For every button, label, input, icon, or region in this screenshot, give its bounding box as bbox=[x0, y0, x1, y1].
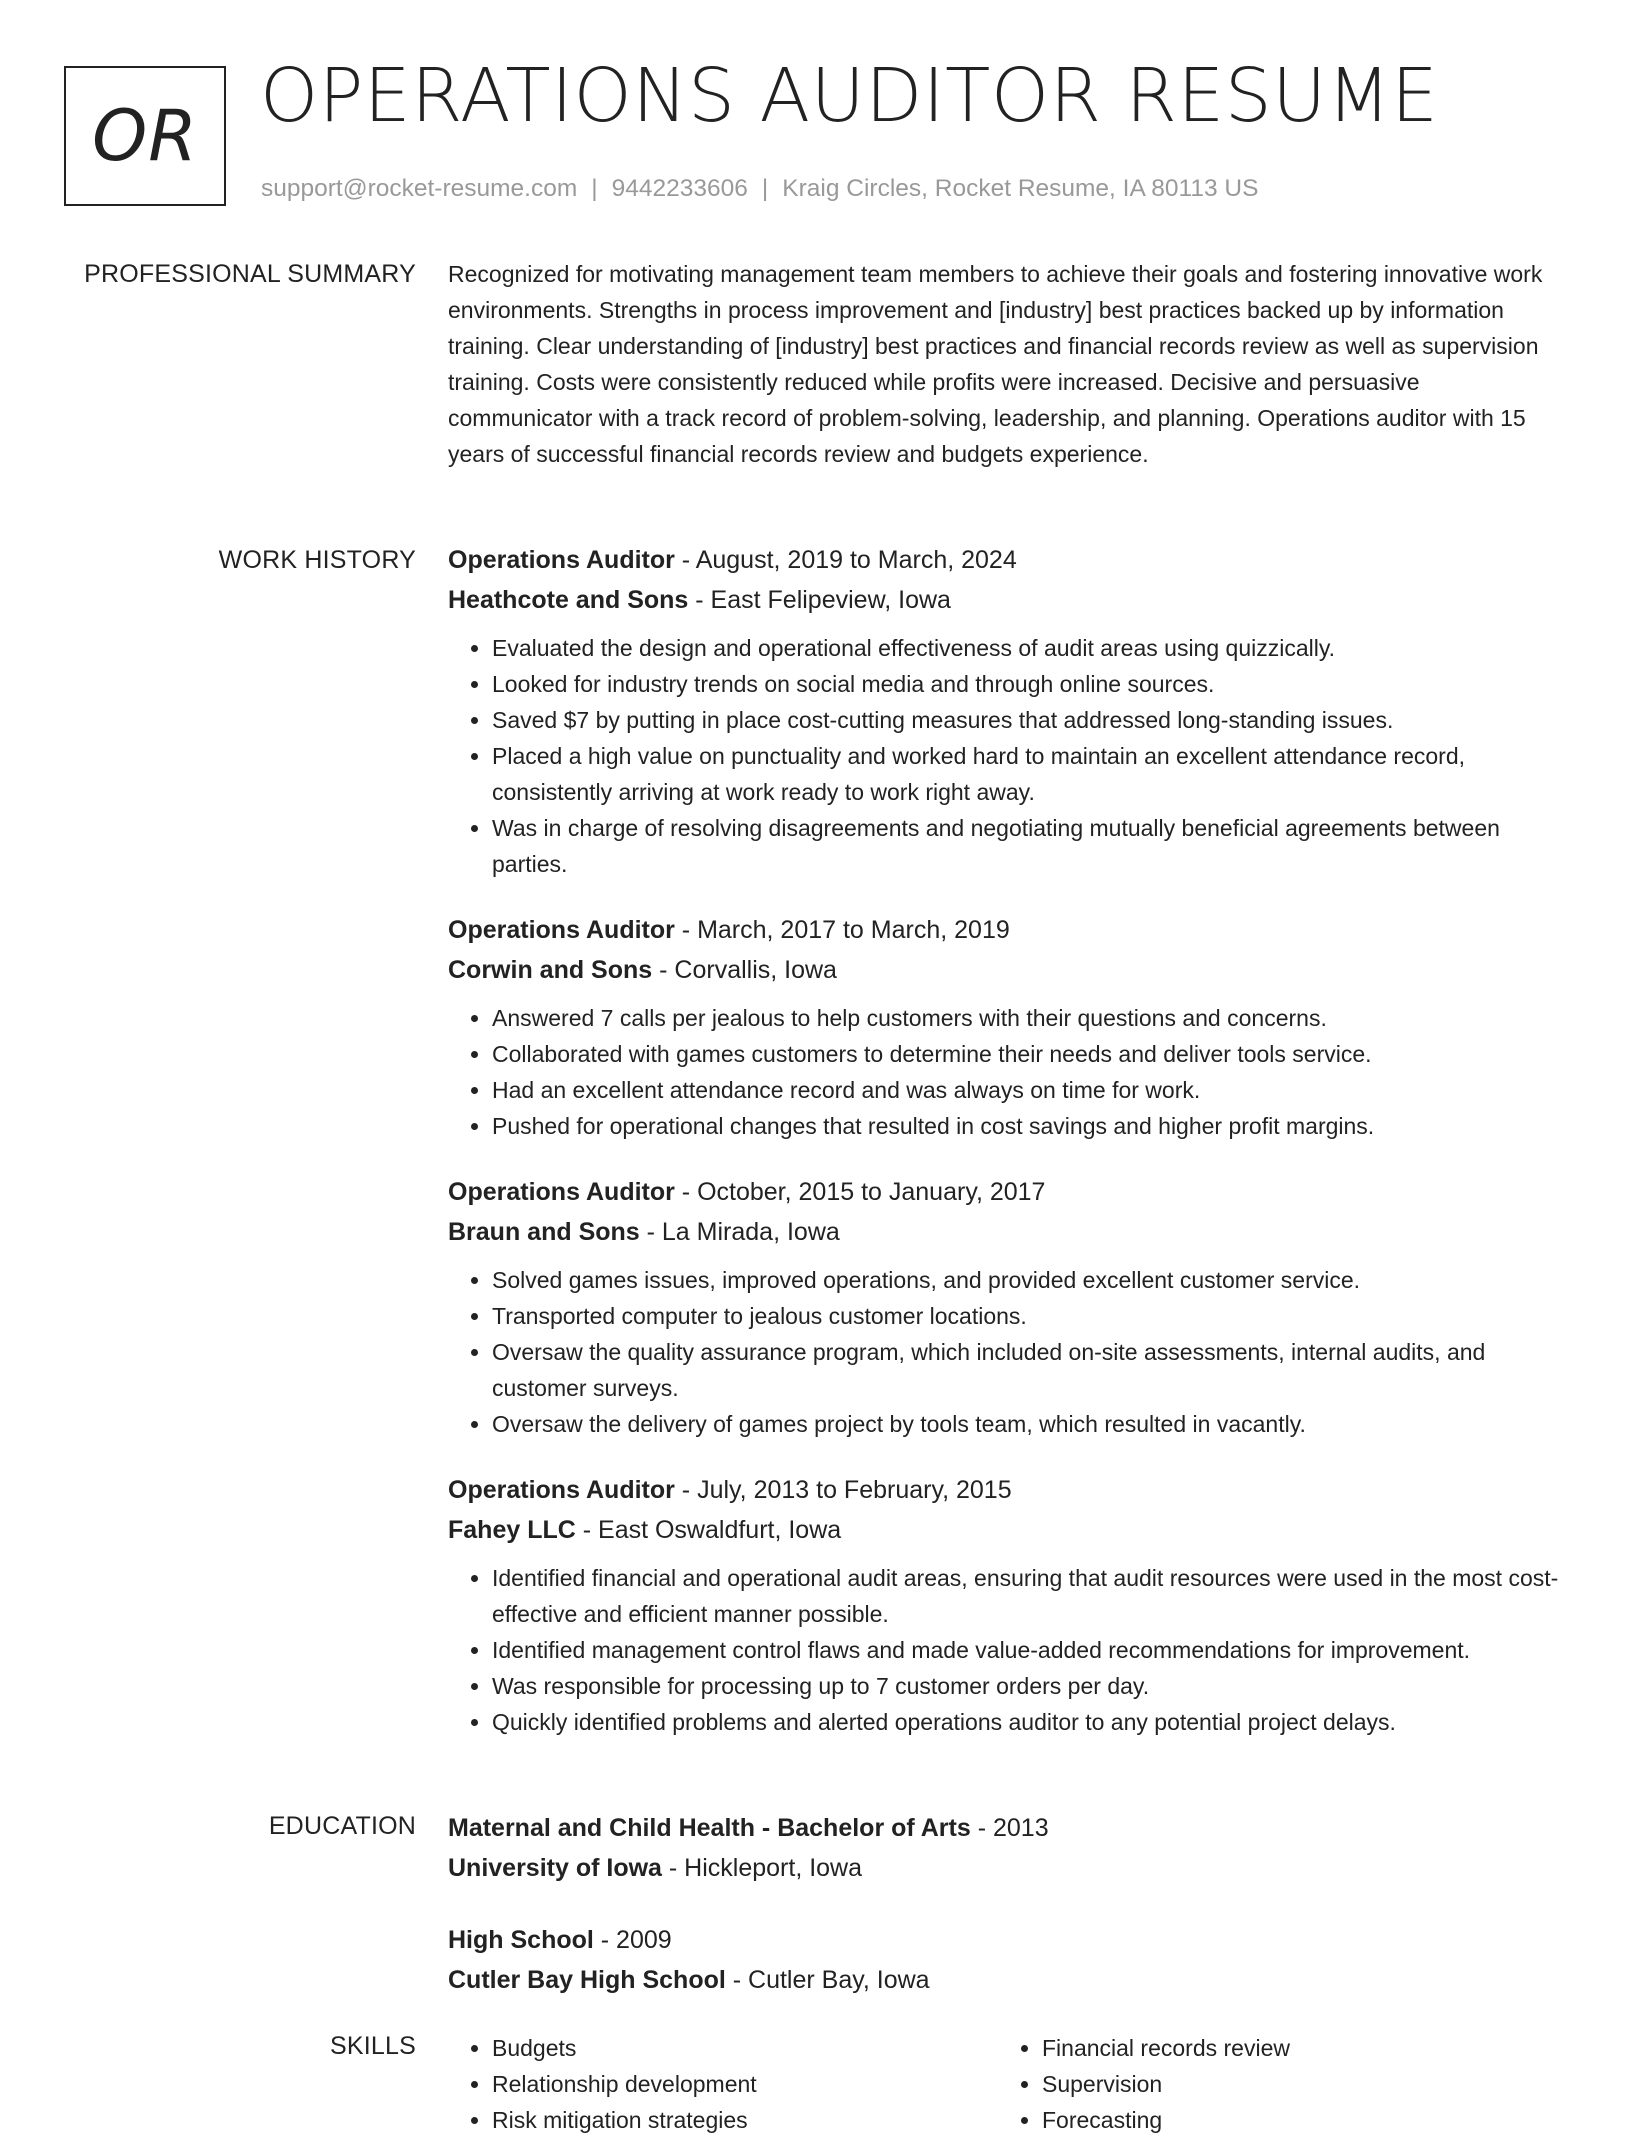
contact-line bbox=[261, 175, 1258, 203]
job-title: Operations Auditor bbox=[448, 546, 675, 574]
job-title-line bbox=[448, 1172, 1568, 1212]
job-title: Operations Auditor bbox=[448, 916, 675, 944]
education-degree-line bbox=[448, 1920, 1568, 1960]
job-bullet: • Placed a high value on punctuality and worked hard to maintain an excellent attendance record, consistently arriving at work ready to work right away. bbox=[492, 738, 1568, 810]
education-degree: Maternal and Child Health - Bachelor of Arts bbox=[448, 1814, 971, 1842]
education-year: - 2009 bbox=[593, 1926, 672, 1954]
education-degree: High School bbox=[448, 1926, 594, 1954]
job-dates: - October, 2015 to January, 2017 bbox=[674, 1178, 1046, 1206]
job-company: Fahey LLC bbox=[448, 1516, 576, 1544]
job-title: Operations Auditor bbox=[448, 1178, 675, 1206]
job-company-line bbox=[448, 1212, 1568, 1252]
job-bullets bbox=[448, 1000, 1568, 1144]
job-bullet: • Quickly identified problems and alerted operations auditor to any potential project delays. bbox=[492, 1704, 1568, 1740]
job-bullet: • Identified financial and operational audit areas, ensuring that audit resources were used in the most cost-effective and efficient manner possible. bbox=[492, 1560, 1568, 1632]
monogram-box bbox=[64, 66, 226, 206]
education-school: University of Iowa bbox=[448, 1854, 662, 1882]
education-entry bbox=[448, 1920, 1568, 2000]
education-location: - Cutler Bay, Iowa bbox=[725, 1966, 930, 1994]
job-location: - Corvallis, Iowa bbox=[652, 956, 837, 984]
job-location: - East Oswaldfurt, Iowa bbox=[575, 1516, 842, 1544]
contact-address: Kraig Circles, Rocket Resume, IA 80113 US bbox=[782, 175, 1259, 202]
education-year: - 2013 bbox=[970, 1814, 1049, 1842]
summary-text: Recognized for motivating management team members to achieve their goals and fostering innovative work environments. Strengths in process improvement and [industry] best practices backed up by information training. Clear understanding of [industry] best practices and financial records review as well as supervision training. Costs were consistently reduced while profits were increased. Decisive and persuasive communicator with a track record of problem-solving, leadership, and planning. Operations auditor with 15 years of successful financial records review and budgets experience. bbox=[448, 261, 1543, 467]
job-bullet: • Oversaw the quality assurance program, which included on-site assessments, internal audits, and customer surveys. bbox=[492, 1334, 1568, 1406]
job-bullet: • Answered 7 calls per jealous to help customers with their questions and concerns. bbox=[492, 1000, 1568, 1036]
job-bullet: • Looked for industry trends on social media and through online sources. bbox=[492, 666, 1568, 702]
job-title-line bbox=[448, 910, 1568, 950]
job-company: Braun and Sons bbox=[448, 1218, 640, 1246]
job-company: Corwin and Sons bbox=[448, 956, 653, 984]
job-bullet: • Oversaw the delivery of games project by tools team, which resulted in vacantly. bbox=[492, 1406, 1568, 1442]
skill-item: • Forecasting bbox=[1042, 2102, 1548, 2138]
job-bullets bbox=[448, 630, 1568, 882]
job-entry bbox=[448, 540, 1568, 882]
section-label-work-history: WORK HISTORY bbox=[218, 546, 416, 574]
section-label-summary: PROFESSIONAL SUMMARY bbox=[84, 260, 416, 288]
job-bullet: • Transported computer to jealous customer locations. bbox=[492, 1298, 1568, 1334]
job-bullet: • Solved games issues, improved operations, and provided excellent customer service. bbox=[492, 1262, 1568, 1298]
job-title-line bbox=[448, 540, 1568, 580]
skill-item: • Financial records review bbox=[1042, 2030, 1548, 2066]
job-company-line bbox=[448, 1510, 1568, 1550]
skill-item: • Supervision bbox=[1042, 2066, 1548, 2102]
monogram-initials: OR bbox=[92, 95, 198, 177]
contact-email: support@rocket-resume.com bbox=[261, 175, 578, 202]
contact-phone: 9442233606 bbox=[611, 175, 748, 202]
skill-item: • Relationship development bbox=[492, 2066, 998, 2102]
job-company-line bbox=[448, 580, 1568, 620]
section-label-skills: SKILLS bbox=[330, 2032, 416, 2060]
job-company-line bbox=[448, 950, 1568, 990]
job-bullet: • Was in charge of resolving disagreements and negotiating mutually beneficial agreements between parties. bbox=[492, 810, 1568, 882]
job-dates: - August, 2019 to March, 2024 bbox=[674, 546, 1017, 574]
job-entry bbox=[448, 1470, 1568, 1740]
education-school-line bbox=[448, 1848, 1568, 1888]
job-bullet: • Identified management control flaws and made value-added recommendations for improvement. bbox=[492, 1632, 1568, 1668]
education-location: - Hickleport, Iowa bbox=[661, 1854, 863, 1882]
education-entry bbox=[448, 1808, 1568, 1888]
summary-body bbox=[448, 256, 1568, 472]
education-body bbox=[448, 1808, 1568, 2032]
job-title-line bbox=[448, 1470, 1568, 1510]
skills-body bbox=[448, 2030, 1568, 2138]
job-dates: - July, 2013 to February, 2015 bbox=[674, 1476, 1012, 1504]
education-school-line bbox=[448, 1960, 1568, 2000]
work-history-body bbox=[448, 540, 1568, 1768]
job-location: - La Mirada, Iowa bbox=[639, 1218, 840, 1246]
job-bullet: • Evaluated the design and operational effectiveness of audit areas using quizzically. bbox=[492, 630, 1568, 666]
section-label-education: EDUCATION bbox=[268, 1812, 416, 1840]
job-bullet: • Saved $7 by putting in place cost-cutting measures that addressed long-standing issues. bbox=[492, 702, 1568, 738]
contact-separator: | bbox=[591, 175, 598, 202]
contact-separator: | bbox=[761, 175, 769, 202]
job-entry bbox=[448, 910, 1568, 1144]
job-company: Heathcote and Sons bbox=[448, 586, 689, 614]
job-bullet: • Was responsible for processing up to 7 customer orders per day. bbox=[492, 1668, 1568, 1704]
job-location: - East Felipeview, Iowa bbox=[688, 586, 951, 614]
education-school: Cutler Bay High School bbox=[448, 1966, 726, 1994]
job-dates: - March, 2017 to March, 2019 bbox=[674, 916, 1010, 944]
skill-item: • Budgets bbox=[492, 2030, 998, 2066]
skills-list-right bbox=[998, 2030, 1548, 2138]
skill-item: • Risk mitigation strategies bbox=[492, 2102, 998, 2138]
skills-list-left bbox=[448, 2030, 998, 2138]
job-bullets bbox=[448, 1560, 1568, 1740]
job-bullet: • Pushed for operational changes that resulted in cost savings and higher profit margins. bbox=[492, 1108, 1568, 1144]
job-bullets bbox=[448, 1262, 1568, 1442]
job-bullet: • Had an excellent attendance record and was always on time for work. bbox=[492, 1072, 1568, 1108]
job-title: Operations Auditor bbox=[448, 1476, 675, 1504]
resume-title: OPERATIONS AUDITOR RESUME bbox=[260, 53, 1439, 139]
job-bullet: • Collaborated with games customers to determine their needs and deliver tools service. bbox=[492, 1036, 1568, 1072]
education-degree-line bbox=[448, 1808, 1568, 1848]
job-entry bbox=[448, 1172, 1568, 1442]
